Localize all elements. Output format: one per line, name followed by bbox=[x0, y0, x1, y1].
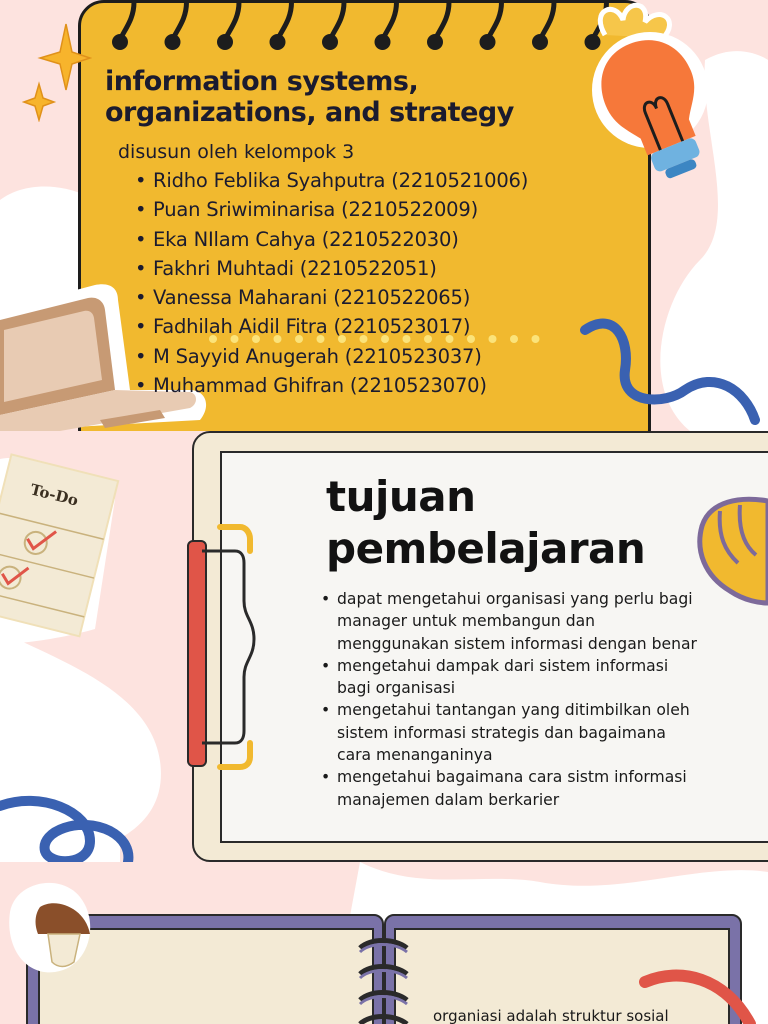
spiral-hole bbox=[217, 34, 233, 50]
spiral-hole bbox=[375, 34, 391, 50]
member-item: • M Sayyid Anugerah (2210523037) bbox=[153, 342, 528, 371]
section-title-line-2: pembelajaran bbox=[326, 524, 646, 573]
definition-text: organiasi adalah struktur sosial bbox=[433, 1007, 669, 1024]
loop-decoration bbox=[0, 771, 140, 862]
section-title bbox=[326, 471, 645, 575]
spiral-hole bbox=[427, 34, 443, 50]
slide-title bbox=[0, 0, 768, 431]
member-item: • Ridho Feblika Syahputra (2210521006) bbox=[153, 166, 528, 195]
group-subtitle: disusun oleh kelompok 3 bbox=[118, 141, 355, 163]
todo-note-illustration bbox=[0, 439, 125, 659]
squiggle-decoration bbox=[575, 310, 768, 431]
goal-item: • mengetahui tantangan yang ditimbilkan oleh sistem informasi strategis dan bagaimana cara menanganinya bbox=[337, 699, 697, 766]
decorative-dot bbox=[532, 335, 540, 343]
member-item: • Fadhilah Aidil Fitra (2210523017) bbox=[153, 312, 528, 341]
title-line-2: organizations, and strategy bbox=[105, 97, 514, 128]
spiral-hole bbox=[165, 34, 181, 50]
goal-item: • mengetahui dampak dari sistem informasi bagi organisasi bbox=[337, 655, 697, 700]
section-title-line-1: tujuan bbox=[326, 472, 476, 521]
goal-item: • mengetahui bagaimana cara sistm informasi manajemen dalam berkarier bbox=[337, 766, 697, 811]
member-item: • Vanessa Maharani (2210522065) bbox=[153, 283, 528, 312]
clipboard-clip bbox=[180, 521, 260, 781]
spiral-hole bbox=[532, 34, 548, 50]
spiral-hole bbox=[322, 34, 338, 50]
todo-label: To-Do bbox=[28, 480, 81, 510]
spiral-hole bbox=[270, 34, 286, 50]
mushroom-sticker bbox=[0, 872, 110, 982]
title-line-1: information systems, bbox=[105, 66, 419, 97]
member-item: • Fakhri Muhtadi (2210522051) bbox=[153, 254, 528, 283]
notebook-spiral bbox=[100, 0, 630, 56]
spiral-hole bbox=[480, 34, 496, 50]
binder-rings bbox=[355, 938, 415, 1024]
member-item: • Puan Sriwiminarisa (2210522009) bbox=[153, 195, 528, 224]
baseball-glove-icon bbox=[690, 491, 768, 621]
goal-item: • dapat mengetahui organisasi yang perlu bagi manager untuk membangun dan menggunakan sistem informasi dengan benar bbox=[337, 588, 697, 655]
member-item: • Muhammad Ghifran (2210523070) bbox=[153, 371, 528, 400]
presentation-title bbox=[105, 66, 514, 128]
slide-definition bbox=[0, 862, 768, 1024]
member-list bbox=[153, 166, 528, 400]
member-item: • Eka NIlam Cahya (2210522030) bbox=[153, 225, 528, 254]
spiral-hole bbox=[112, 34, 128, 50]
sparkle-icon bbox=[22, 22, 92, 122]
lightbulb-icon bbox=[585, 0, 715, 185]
goal-list bbox=[337, 588, 697, 811]
slide-learning-goals bbox=[0, 431, 768, 862]
